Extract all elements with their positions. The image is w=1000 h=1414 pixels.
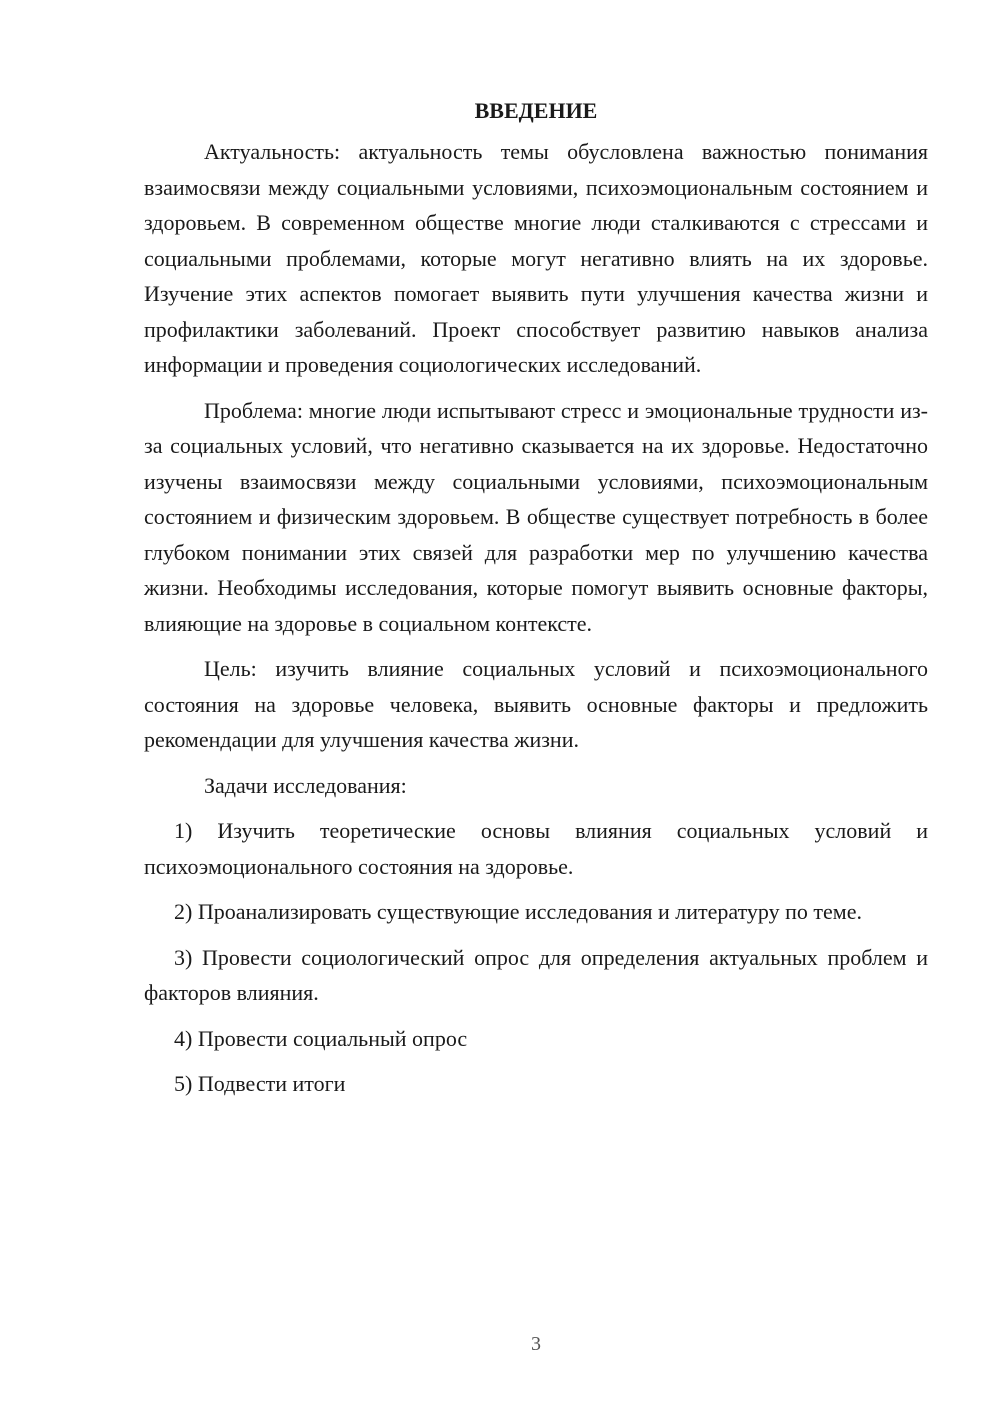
document-page — [144, 96, 928, 1112]
tasks-heading: Задачи исследования: — [204, 772, 407, 798]
goal-paragraph: Цель: изучить влияние социальных условий и психоэмоционального состояния на здоровье человека, выявить основные факторы и предложить рекомендации для улучшения качества жизни. — [144, 656, 928, 752]
task-item: 1) Изучить теоретические основы влияния социальных условий и психоэмоционального состояния на здоровье. — [144, 818, 928, 879]
task-item: 5) Подвести итоги — [174, 1071, 346, 1096]
task-item: 2) Проанализировать существующие исследования и литературу по теме. — [174, 899, 862, 924]
problem-paragraph: Проблема: многие люди испытывают стресс и эмоциональные трудности из-за социальных условий, что негативно сказывается на их здоровье. Недостаточно изучены взаимосвязи между социальными условиями, психоэмоциональным состоянием и физическим здоровьем. В обществе существует потребность в более глубоком понимании этих связей для разработки мер по улучшению качества жизни. Необходимы исследования, которые помогут выявить основные факторы, влияющие на здоровье в социальном контексте. — [144, 397, 928, 636]
relevance-paragraph: Актуальность: актуальность темы обусловлена важностью понимания взаимосвязи между социальными условиями, психоэмоциональным состоянием и здоровьем. В современном обществе многие люди сталкиваются с стрессами и социальными проблемами, которые могут негативно влиять на их здоровье. Изучение этих аспектов помогает выявить пути улучшения качества жизни и профилактики заболеваний. Проект способствует развитию навыков анализа информации и проведения социологических исследований. — [144, 139, 928, 377]
document-title: ВВЕДЕНИЕ — [474, 98, 598, 123]
task-item: 4) Провести социальный опрос — [174, 1025, 468, 1051]
page-number: 3 — [531, 1333, 541, 1355]
task-item: 3) Провести социологический опрос для определения актуальных проблем и факторов влияния. — [144, 944, 928, 1005]
